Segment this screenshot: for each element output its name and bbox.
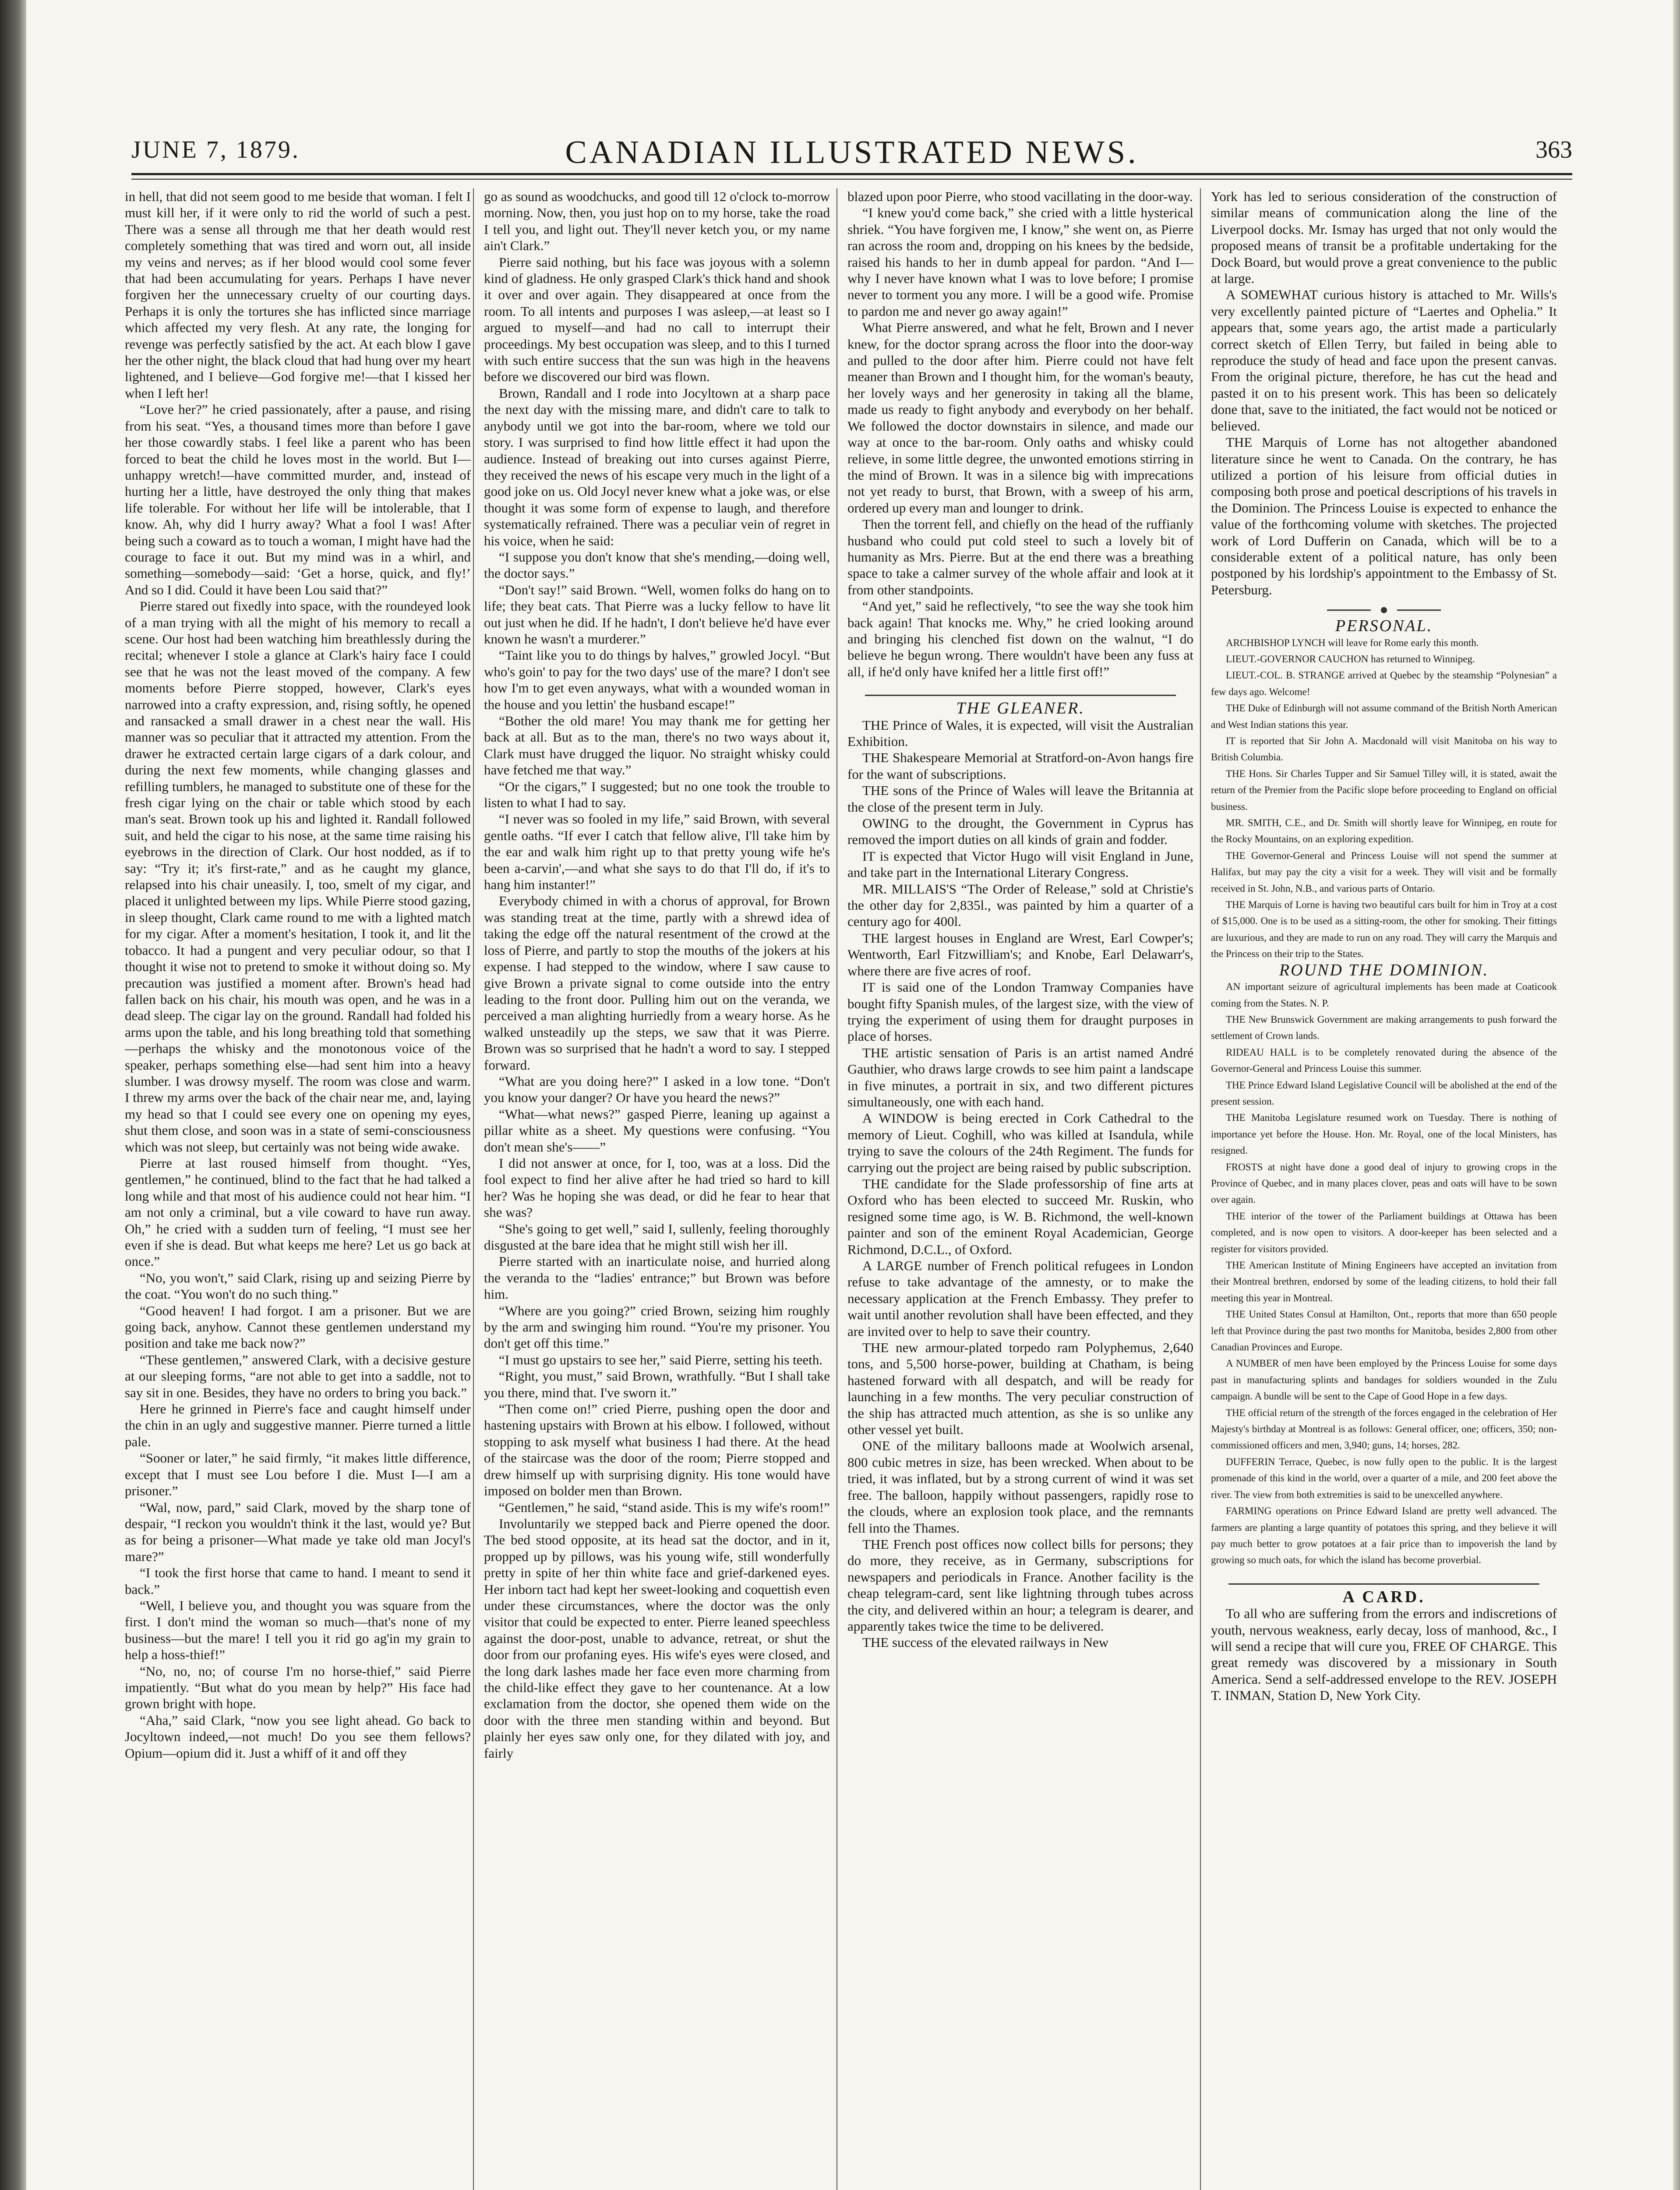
paragraph: “Aha,” said Clark, “now you see light ahead. Go back to Jocyltown indeed,—not much! Do you see them fellows? Opium—opium did it. Just a whiff of it and off they (125, 1712, 471, 1761)
paragraph: Here he grinned in Pierre's face and caught himself under the chin in an ugly and suggestive manner. Pierre turned a little pale. (125, 1401, 471, 1449)
dominion-item: THE American Institute of Mining Engineers have accepted an invitation from their Montreal brethren, endorsed by some of the leading citizens, to hold their fall meeting this year in Montreal. (1211, 1260, 1557, 1303)
issue-date: JUNE 7, 1879. (131, 136, 300, 163)
paragraph: “Wal, now, pard,” said Clark, moved by the sharp tone of despair, “I reckon you wouldn't think it the last, would ye? But as for being a prisoner—What made ye take old man Jocyl's mare?” (125, 1499, 471, 1564)
paragraph: “Well, I believe you, and thought you was square from the first. I don't mind the woman so much—that's none of my business—but the mare! I tell you it rid go ag'in my grain to help a hoss-thief!” (125, 1597, 471, 1663)
paragraph: “Gentlemen,” he said, “stand aside. This is my wife's room!” (499, 1499, 830, 1515)
paragraph: “No, no, no; of course I'm no horse-thief,” said Pierre impatiently. “But what do you mean by help?” His face had grown bright with hope. (125, 1663, 471, 1712)
card-heading: A CARD. (1342, 1587, 1426, 1606)
ornament-divider (1327, 606, 1441, 615)
paragraph: Then the torrent fell, and chiefly on the head of the ruffianly husband who could put cold steel to such a lovely bit of humanity as Mrs. Pierre. But at the end there was a breathing space to take a calmer survey of the whole affair and look at it from other standpoints. (847, 516, 1193, 597)
paragraph: York has led to serious consideration of the construction of similar means of communication along the line of the Liverpool docks. Mr. Ismay has urged that not only would the proposed means of transit be a profitable undertaking for the Dock Board, but would prove a great convenience to the public at large. (1211, 189, 1557, 286)
paragraph: Pierre stared out fixedly into space, with the roundeyed look of a man trying with all the might of his memory to recall a scene. Our host had been watching him breathlessly during the recital; whenever I stole a glance at Clark's hairy face I could see that he was not the least moved of the company. A few moments before Pierre stopped, however, Clark's eyes narrowed into a crafty expression, and, rising softly, he opened and ransacked a small drawer in a chest near the wall. His manner was so peculiar that it attracted my attention. From the drawer he extracted certain large cigars of a dark colour, and during the next few moments, while changing glasses and refilling tumblers, he managed to substitute one of these for the fresh cigar lying on the chair or table which stood by each man's seat. Brown took up his and lighted it. Randall followed suit, and held the cigar to his nose, at the same time raising his eyebrows in the direction of Clark. Our host nodded, as if to say: “Try it; it's first-rate,” and as he caught my glance, relapsed into his chair uneasily. I, too, smelt of my cigar, and placed it unlighted between my lips. While Pierre stood gazing, in sleep thought, Clark came round to me with a lighted match for my cigar. After a moment's hesitation, I took it, and lit the tobacco. It had a pungent and very peculiar odour, so that I thought it wise not to pretend to smoke it without doing so. My precaution was justified a moment after. Brown's head had fallen back on his chair, his mouth was open, and he was in a dead sleep. The cigar lay on the ground. Randall had folded his arms upon the table, and his long breathing told that something—perhaps the whisky and the monotonous voice of the speaker, perhaps something else—had sent him into a heavy slumber. I was drowsy myself. The room was close and warm. I threw my arms over the back of the chair near me, and, laying my head so that I could see every one on opening my eyes, shut them close, and soon was in a state of semi-consciousness which was not sleep, but certainly was not being wide awake. (125, 598, 471, 1155)
paragraph: “Then come on!” cried Pierre, pushing open the door and hastening upstairs with Brown at his elbow. I followed, without stopping to ask myself what business I had there. At the head of the staircase was the door of the room; Pierre stopped and drew himself up with surprising dignity. His tone would have imposed on bolder men than Brown. (484, 1401, 830, 1499)
paragraph: “And yet,” said he reflectively, “to see the way she took him back again! That knocks me. Why,” he cried looking around and bringing his clenched fist down on the walnut, “I do believe he begun wrong. There wouldn't have been any fuss at all, if he'd only have knifed her a little first off!” (847, 598, 1193, 679)
paragraph: Involuntarily we stepped back and Pierre opened the door. The bed stood opposite, at its head sat the doctor, and in it, propped up by pillows, was his young wife, still wonderfully pretty in spite of her thin white face and grief-darkened eyes. Her inborn tact had kept her sweet-looking and coquettish even under these circumstances, where the doctor was the only visitor that could be expected to enter. Pierre leaned speechless against the door-post, unable to advance, retreat, or shut the door from our profaning eyes. His wife's eyes were closed, and the long dark lashes made her face even more charming from the child-like effect they gave to her countenance. At a low exclamation from the doctor, she opened them wide on the door with the three men standing within and beyond. But plainly her eyes saw only one, for they dilated with joy, and fairly (484, 1515, 830, 1761)
paragraph: “Where are you going?” cried Brown, seizing him roughly by the arm and swinging him round. “You're my prisoner. You don't get off this time.” (484, 1303, 830, 1351)
gleaner-item: THE French post offices now collect bills for persons; they do more, they receive, as in Germany, subscriptions for newspapers and periodicals in France. Another facility is the cheap telegram-card, sent like lightning through tubes across the city, and delivered within an hour; a telegram is dearer, and apparently takes twice the time to be delivered. (847, 1536, 1193, 1634)
scan-right-edge (1673, 0, 1680, 2190)
gleaner-item: THE sons of the Prince of Wales will leave the Britannia at the close of the present term in July. (847, 783, 1193, 815)
column-1 (125, 188, 471, 2190)
paragraph: “I must go upstairs to see her,” said Pierre, setting his teeth. (499, 1352, 823, 1367)
masthead-rule (131, 173, 1572, 180)
personal-section (1211, 635, 1557, 962)
paragraph: “What—what news?” gasped Pierre, leaning up against a pillar white as a sheet. My questions were confusing. “You don't mean she's——” (484, 1106, 830, 1155)
dominion-item: THE Manitoba Legislature resumed work on Tuesday. There is nothing of importance yet before the House. Hon. Mr. Royal, one of the local Ministers, has resigned. (1211, 1112, 1557, 1156)
gleaner-item: A WINDOW is being erected in Cork Cathedral to the memory of Lieut. Coghill, who was killed at Isandula, while trying to save the colours of the 24th Regiment. The funds for carrying out the project are being raised by public subscription. (847, 1110, 1193, 1175)
personal-item: MR. SMITH, C.E., and Dr. Smith will shortly leave for Winnipeg, en route for the Rocky Mountains, on an exploring expedition. (1211, 817, 1557, 845)
gleaner-item: OWING to the drought, the Government in Cyprus has removed the import duties on all kinds of grain and fodder. (847, 816, 1193, 848)
section-rule (865, 695, 1176, 696)
paragraph: “Right, you must,” said Brown, wrathfully. “But I shall take you there, mind that. I've sworn it.” (484, 1368, 830, 1400)
paragraph: “No, you won't,” said Clark, rising up and seizing Pierre by the coat. “You won't do no such thing.” (125, 1270, 471, 1302)
newspaper-title: CANADIAN ILLUSTRATED NEWS. (565, 134, 1139, 170)
column-divider (1200, 188, 1201, 2190)
masthead (131, 131, 1572, 171)
paragraph: blazed upon poor Pierre, who stood vacillating in the door-way. (847, 189, 1193, 204)
paragraph: “I never was so fooled in my life,” said Brown, with several gentle oaths. “If ever I catch that fellow alive, I'll take him by the ear and walk him right up to that pretty young wife he's been a-carvin',—and what she says to do that I'll do, if it's to hang him instanter!” (484, 811, 830, 893)
gleaner-item: THE largest houses in England are Wrest, Earl Cowper's; Wentworth, Earl Fitzwilliam's; and Knobe, Earl Delawarr's, where there are five acres of roof. (847, 930, 1193, 978)
dominion-heading: ROUND THE DOMINION. (1279, 961, 1489, 979)
dominion-item: AN important seizure of agricultural implements has been made at Coaticook coming from the States. N. P. (1211, 981, 1557, 1009)
paragraph: “Good heaven! I had forgot. I am a prisoner. But we are going back, anyhow. Cannot these gentlemen understand my position and take me back now?” (125, 1303, 471, 1351)
gleaner-item: A LARGE number of French political refugees in London refuse to take advantage of the amnesty, or to make the necessary application at the French Embassy. They prefer to wait until another revolution shall have been effected, and they are invited over to help to save their country. (847, 1258, 1193, 1339)
paragraph: What Pierre answered, and what he felt, Brown and I never knew, for the doctor sprang across the floor into the door-way and pulled to the door after him. Pierre could not have felt meaner than Brown and I thought him, for the woman's beauty, her lovely ways and her generosity in taking all the blame, made us ready to fight anybody and everybody on her behalf. We followed the doctor downstairs in silence, and made our way at once to the bar-room. Only oaths and whisky could relieve, in some little degree, the unwonted emotions stirring in the mind of Brown. It was in a silence big with imprecations not yet ready to burst, that Brown, with a sweep of his arm, ordered up every man and lounger to drink. (847, 320, 1193, 516)
column-divider (836, 188, 837, 2190)
column-4 (1211, 188, 1557, 2190)
paragraph: “I took the first horse that came to hand. I meant to send it back.” (125, 1565, 471, 1597)
personal-item: LIEUT.-COL. B. STRANGE arrived at Quebec by the steamship “Polynesian” a few days ago. Welcome! (1211, 670, 1557, 697)
paragraph: “I suppose you don't know that she's mending,—doing well, the doctor says.” (484, 549, 830, 581)
gleaner-item: ONE of the military balloons made at Woolwich arsenal, 800 cubic metres in size, has been wrecked. When about to be tried, it was inflated, but by a strong current of wind it was set free. The balloon, happily without passengers, rapidly rose to the clouds, where an explosion took place, and the remnants fell into the Thames. (847, 1438, 1193, 1536)
paragraph: “She's going to get well,” said I, sullenly, feeling thoroughly disgusted at the bare idea that he might still wish her ill. (484, 1221, 830, 1253)
dominion-item: THE interior of the tower of the Parliament buildings at Ottawa has been completed, and is now open to visitors. A door-keeper has been selected and a register for visitors provided. (1211, 1210, 1557, 1254)
dominion-item: THE United States Consul at Hamilton, Ont., reports that more than 650 people left that Province during the past two months for Manitoba, besides 2,800 from other Canadian Provinces and Europe. (1211, 1309, 1557, 1353)
card-body: To all who are suffering from the errors and indiscretions of youth, nervous weakness, early decay, loss of manhood, &c., I will send a recipe that will cure you, FREE OF CHARGE. This great remedy was discovered by a missionary in South America. Send a self-addressed envelope to the REV. JOSEPH T. INMAN, Station D, New York City. (1211, 1606, 1557, 1703)
dominion-section (1211, 978, 1557, 1568)
personal-item: THE Marquis of Lorne is having two beautiful cars built for him in Troy at a cost of $15,000. One is to be used as a sitting-room, the other for smoking. Their fittings are luxurious, and they are made to run on any road. They will carry the Marquis and the Princess on their trip to the States. (1211, 899, 1557, 960)
personal-item: LIEUT.-GOVERNOR CAUCHON has returned to Winnipeg. (1226, 653, 1475, 664)
gleaner-item: THE artistic sensation of Paris is an artist named André Gauthier, who draws large crowds to see him paint a landscape in five minutes, a portrait in six, and two different pictures simultaneously, one with each hand. (847, 1045, 1193, 1109)
gleaner-item: IT is said one of the London Tramway Companies have bought fifty Spanish mules, of the largest size, with the view of trying the experiment of using them for draught purposes in place of horses. (847, 979, 1193, 1044)
paragraph: “Taint like you to do things by halves,” growled Jocyl. “But who's goin' to pay for the two days' use of the mare? I don't see how I'm to get even anyways, what with a wounded woman in the house and you lettin' the husband escape!” (484, 647, 830, 712)
gleaner-item: THE Prince of Wales, it is expected, will visit the Australian Exhibition. (847, 717, 1193, 749)
personal-heading: PERSONAL. (1335, 617, 1433, 636)
column-2 (484, 188, 830, 2190)
paragraph: “I knew you'd come back,” she cried with a little hysterical shriek. “You have forgiven me, I know,” she went on, as Pierre ran across the room and, dropping on his knees by the bedside, raised his hands to her in dumb appeal for pardon. “And I—why I never have known what I was to love before; I promise never to torment you any more. I will be a good wife. Promise to pardon me and never go away again!” (847, 205, 1193, 319)
dominion-item: THE Prince Edward Island Legislative Council will be abolished at the end of the present session. (1211, 1079, 1557, 1107)
paragraph: “Sooner or later,” he said firmly, “it makes little difference, except that I must see Lou before I die. Must I—I am a prisoner.” (125, 1450, 471, 1499)
paragraph: “Or the cigars,” I suggested; but no one took the trouble to listen to what I had to say. (484, 778, 830, 811)
scan-left-edge (0, 0, 26, 2190)
dominion-item: FROSTS at night have done a good deal of injury to growing crops in the Province of Quebec, and in many places clover, peas and oats will have to be sown over again. (1211, 1161, 1557, 1205)
paragraph: Brown, Randall and I rode into Jocyltown at a sharp pace the next day with the missing mare, and didn't care to talk to anybody until we got into the bar-room, where we told our story. I was surprised to find how little effect it had upon the audience. Instead of breaking out into curses against Pierre, they received the news of his escape very much in the light of a good joke on us. Old Jocyl never knew what a joke was, or else thought it was some form of expense to laugh, and therefore systematically refrained. There was a peculiar vein of regret in his voice, when he said: (484, 385, 830, 548)
paragraph: THE Marquis of Lorne has not altogether abandoned literature since he went to Canada. On the contrary, he has utilized a portion of his leisure from official duties in composing both prose and poetical descriptions of his travels in the Dominion. The Princess Louise is expected to enhance the value of the forthcoming volume with sketches. The projected work of Lord Dufferin on Canada, which will be to a considerable extent of a political nature, has only been postponed by his lordship's appointment to the Embassy of St. Petersburg. (1211, 434, 1557, 597)
gleaner-item: THE candidate for the Slade professorship of fine arts at Oxford who has been elected to succeed Mr. Ruskin, who resigned some time ago, is W. B. Richmond, the well-known painter and son of the eminent Royal Academician, George Richmond, D.C.L., of Oxford. (847, 1176, 1193, 1257)
dominion-item: RIDEAU HALL is to be completely renovated during the absence of the Governor-General and Princess Louise this summer. (1211, 1046, 1557, 1074)
dominion-item: FARMING operations on Prince Edward Island are pretty well advanced. The farmers are planting a large quantity of potatoes this spring, and they believe it will pay much better to grow potatoes at a fair price than to impoverish the land by growing so much oats, for which the island has become proverbial. (1211, 1505, 1557, 1566)
paragraph: in hell, that did not seem good to me beside that woman. I felt I must kill her, if it were only to rid the world of such a pest. There was a sense all through me that her death would rest completely something that was tired and worn out, all inside my veins and nerves; as if her blood would cool some fever that had been accumulating for years. Perhaps I have never forgiven her the unnecessary cruelty of our courting days. Perhaps it is only the tortures she has inflicted since marriage which affected my very flesh. At any rate, the longing for revenge was perfectly satisfied by the act. At each blow I gave her the other night, the black cloud that had hung over my heart lightened, and I believe—God forgive me!—that I kissed her when I left her! (125, 189, 471, 401)
gleaner-item: IT is expected that Victor Hugo will visit England in June, and take part in the International Literary Congress. (847, 848, 1193, 880)
gleaner-heading: THE GLEANER. (956, 699, 1085, 718)
gleaner-item: THE Shakespeare Memorial at Stratford-on-Avon hangs fire for the want of subscriptions. (847, 750, 1193, 782)
paragraph: Everybody chimed in with a chorus of approval, for Brown was standing treat at the time, partly with a shrewd idea of taking the edge off the natural resentment of the crowd at the loss of Pierre, and partly to stop the mouths of the jokers at his expense. I had stepped to the window, where I saw cause to give Brown a private signal to come outside into the entry leading to the front door. Pulling him out on the veranda, we perceived a man alighting hurriedly from a weary horse. As he walked unsteadily up the steps, we saw that it was Pierre. Brown was so surprised that he hadn't a word to say. I stepped forward. (484, 893, 830, 1073)
paragraph: A SOMEWHAT curious history is attached to Mr. Wills's very excellently painted picture of “Laertes and Ophelia.” It appears that, some years ago, the artist made a particularly correct sketch of Ellen Terry, but failed in being able to reproduce the study of head and face upon the present canvas. From the original picture, therefore, he has cut the head and pasted it on to his present work. This has been so delicately done that, save to the initiated, the fact would not be noticed or believed. (1211, 287, 1557, 434)
dominion-item: DUFFERIN Terrace, Quebec, is now fully open to the public. It is the largest promenade of this kind in the world, over a quarter of a mile, and 200 feet above the river. The view from both extremities is said to be unexcelled anywhere. (1211, 1456, 1557, 1500)
personal-item: THE Duke of Edinburgh will not assume command of the British North American and West Indian stations this year. (1211, 703, 1557, 730)
personal-item: THE Governor-General and Princess Louise will not spend the summer at Halifax, but may pay the city a visit for a week. They will visit and be formally received in St. John, N.B., and various parts of Ontario. (1211, 850, 1557, 894)
paragraph: Pierre said nothing, but his face was joyous with a solemn kind of gladness. He only grasped Clark's thick hand and shook it over and over again. They disappeared at once from the room. To all intents and purposes I was asleep,—at least so I argued to myself—and had no call to interrupt their proceedings. My best occupation was sleep, and to this I turned with such entire success that the sun was high in the heavens before we discovered our bird was flown. (484, 254, 830, 385)
paragraph: Pierre at last roused himself from thought. “Yes, gentlemen,” he continued, blind to the fact that he had talked a long while and that most of his audience could not hear him. “I am not only a criminal, but a vile coward to have run away. Oh,” he cried with a sudden turn of feeling, “I must see her even if she is dead. But what keeps me here? Let us go back at once.” (125, 1155, 471, 1269)
paragraph: go as sound as woodchucks, and good till 12 o'clock to-morrow morning. Now, then, you just hop on to my horse, take the road I tell you, and light out. They'll never ketch you, or my name ain't Clark.” (484, 189, 830, 254)
dominion-item: THE official return of the strength of the forces engaged in the celebration of Her Majesty's birthday at Montreal is as follows: General officer, one; officers, 350; non-commissioned officers and men, 3,940; guns, 14; horses, 282. (1211, 1407, 1557, 1451)
paragraph: Pierre started with an inarticulate noise, and hurried along the veranda to the “ladies' entrance;” but Brown was before him. (484, 1254, 830, 1302)
dominion-item: A NUMBER of men have been employed by the Princess Louise for some days past in manufacturing splints and bandages for soldiers wounded in the Zulu campaign. A bundle will be sent to the Cape of Good Hope in a few days. (1211, 1358, 1557, 1402)
paragraph: “Bother the old mare! You may thank me for getting her back at all. But as to the man, there's no two ways about it, Clark must have drugged the liquor. No straight whisky could have fetched me that way.” (484, 713, 830, 778)
paragraph: “These gentlemen,” answered Clark, with a decisive gesture at our sleeping forms, “are not able to get into a saddle, not to say sit in one. Besides, they have no orders to bring you back.” (125, 1352, 471, 1400)
column-divider (473, 188, 474, 2190)
paragraph: “Don't say!” said Brown. “Well, women folks do hang on to life; they beat cats. That Pierre was a lucky fellow to have lit out just when he did. If he hadn't, I don't believe he'd have ever known he wasn't a murderer.” (484, 582, 830, 646)
personal-item: THE Hons. Sir Charles Tupper and Sir Samuel Tilley will, it is stated, await the return of the Premier from the Pacific slope before proceeding to England on official business. (1211, 768, 1557, 812)
section-rule (1228, 1583, 1539, 1585)
paragraph: “What are you doing here?” I asked in a low tone. “Don't you know your danger? Or have you heard the news?” (484, 1073, 830, 1106)
gleaner-item: MR. MILLAIS'S “The Order of Release,” sold at Christie's the other day for 2,835l., was painted by him a quarter of a century ago for 400l. (847, 881, 1193, 929)
personal-item: ARCHBISHOP LYNCH will leave for Rome early this month. (1226, 637, 1479, 648)
gleaner-item: THE success of the elevated railways in New (862, 1635, 1109, 1650)
paragraph: I did not answer at once, for I, too, was at a loss. Did the fool expect to find her alive after he had tried so hard to kill her? Was he hoping she was dead, or did he fear to hear that she was? (484, 1155, 830, 1220)
column-3 (847, 188, 1193, 2190)
paragraph: “Love her?” he cried passionately, after a pause, and rising from his seat. “Yes, a thousand times more than before I gave her those cowardly stabs. I feel like a parent who has been forced to beat the child he loves most in the world. But I—unhappy wretch!—have committed murder, and, instead of hurting her a little, have destroyed the only thing that makes life tolerable. For without her life will be intolerable, that I know. Ah, why did I hurry away? What a fool I was! After being such a coward as to touch a woman, I might have had the courage to face it out. But my mind was in a whirl, and something—somebody—said: ‘Get a horse, quick, and fly!’ And so I did. Could it have been Lou said that?” (125, 402, 471, 597)
personal-item: IT is reported that Sir John A. Macdonald will visit Manitoba on his way to British Columbia. (1211, 735, 1557, 763)
dominion-item: THE New Brunswick Government are making arrangements to push forward the settlement of Crown lands. (1211, 1014, 1557, 1042)
page-number: 363 (1535, 136, 1572, 163)
gleaner-item: THE new armour-plated torpedo ram Polyphemus, 2,640 tons, and 5,500 horse-power, building at Chatham, is being hastened forward with all despatch, and will be ready for launching in a few months. The very peculiar construction of the ship has attracted much attention, as she is so unlike any other vessel yet built. (847, 1340, 1193, 1438)
